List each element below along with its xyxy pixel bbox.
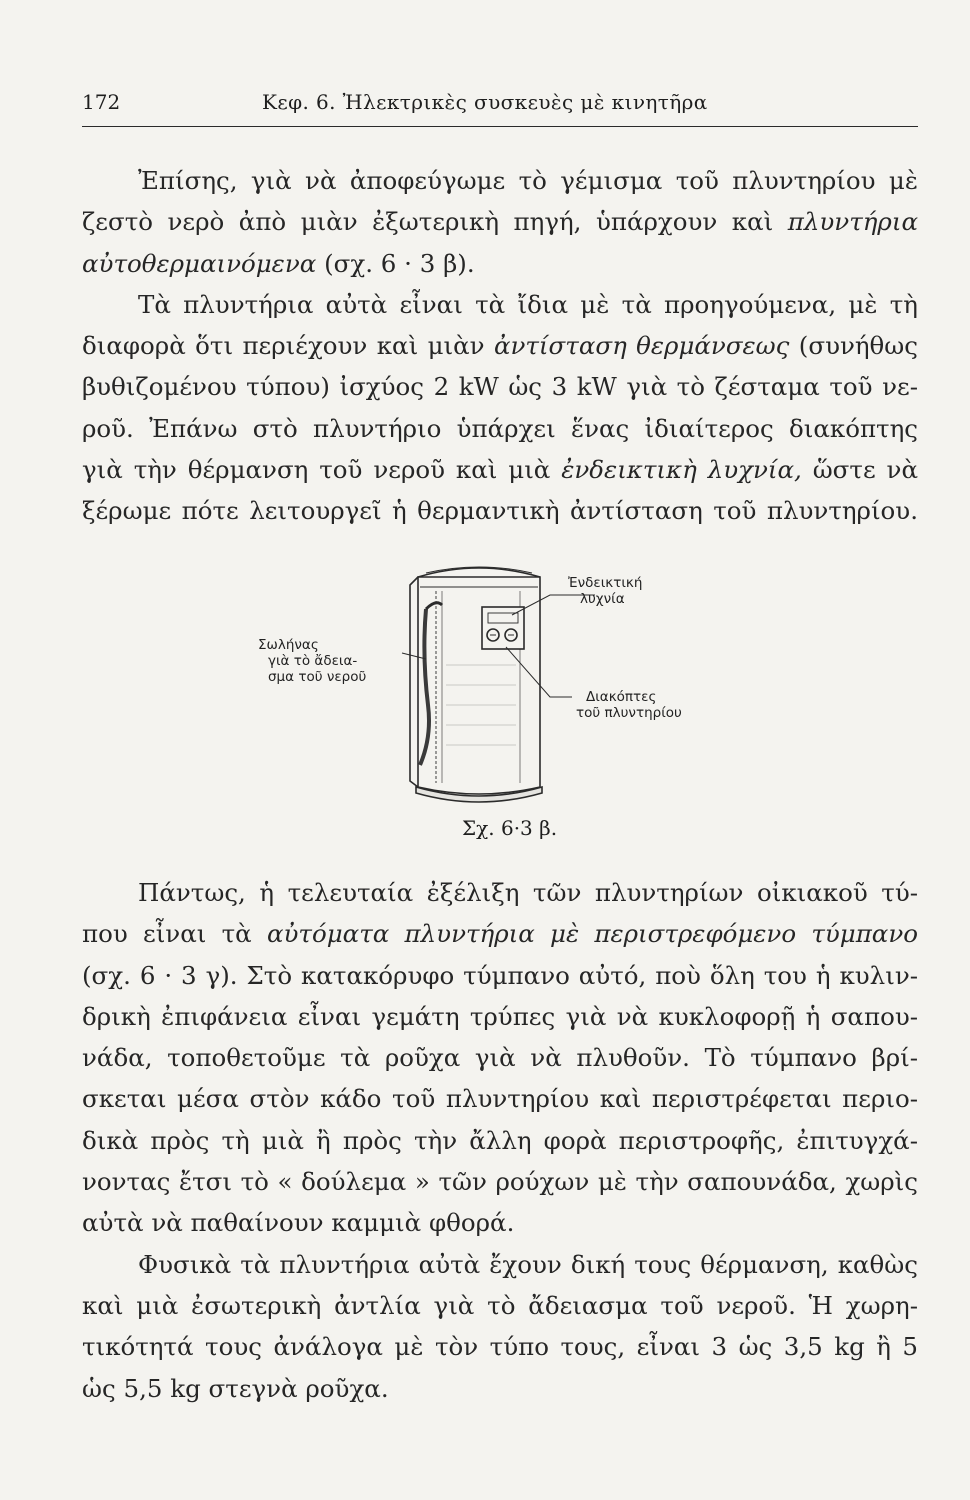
text-line: Τὰ πλυντήρια αὐτὰ εἶναι τὰ ἴδια μὲ τὰ προηγούμενα, μὲ τὴ [138,289,918,319]
text-line: ξέρωμε πότε λειτουργεῖ ἡ θερμαντικὴ ἀντίσταση τοῦ πλυντηρίου. [82,496,918,526]
text-line: Πάντως, ἡ τελευταία ἐξέλιξη τῶν πλυντηρίων οἰκιακοῦ τύ- [138,878,918,907]
text-line: ροῦ. Ἐπάνω στὸ πλυντήριο ὑπάρχει ἕνας ἰδιαίτερος διακόπτης [82,413,918,443]
text-line: (σχ. 6 · 3 γ). Στὸ κατακόρυφο τύμπανο αὐτό, ποὺ ὅλη του ἡ κυλιν- [82,960,918,990]
text-line: καὶ μιὰ ἐσωτερικὴ ἀντλία γιὰ τὸ ἄδειασμα τοῦ νεροῦ. Ἡ χωρη- [82,1290,918,1320]
body-text-bottom [82,872,918,1409]
emphasis-text: αὐτόματα πλυντήρια μὲ περιστρεφόμενο τύμπανο [266,919,918,949]
text-line: ὡς 5,5 kg στεγνὰ ροῦχα. [82,1373,389,1403]
figure-caption: Σχ. 6·3 β. [462,816,558,840]
emphasis-text: πλυντήρια [787,207,918,237]
label-drain-hose: Σωλήνας γιὰ τὸ ἄδεια- σμα τοῦ νεροῦ [258,637,367,685]
page-number: 172 [82,90,121,114]
text-line: Φυσικὰ τὰ πλυντήρια αὐτὰ ἔχουν δική τους θέρμανση, καθὼς [138,1249,918,1279]
emphasis-text: ἀντίσταση θερμάνσεως [493,331,790,361]
text-line: διαφορὰ ὅτι περιέχουν καὶ μιὰν ἀντίσταση θερμάνσεως (συνήθως [82,331,918,361]
text-line: γιὰ τὴν θέρμανση τοῦ νεροῦ καὶ μιὰ ἐνδεικτικὴ λυχνία, ὥστε νὰ [82,455,919,485]
text-line: νοντας ἔτσι τὸ « δούλεμα » τῶν ρούχων μὲ τὴν σαπουνάδα, χωρὶς [82,1167,918,1197]
washing-machine-figure [250,555,730,835]
text-line: τικότητά τους ἀνάλογα μὲ τὸν τύπο τους, εἶναι 3 ὡς 3,5 kg ἢ 5 [82,1332,918,1362]
text-line: βυθιζομένου τύπου) ἰσχύος 2 kW ὡς 3 kW γιὰ τὸ ζέσταμα τοῦ νε- [82,372,918,402]
label-washer-switches: Διακόπτες τοῦ πλυντηρίου [576,689,682,721]
body-text-top [82,160,918,532]
text-line: δικὰ πρὸς τὴ μιὰ ἢ πρὸς τὴν ἄλλη φορὰ περιστροφῆς, ἐπιτυγχά- [82,1125,918,1155]
text-line: αὐτοθερμαινόμενα (σχ. 6 · 3 β). [82,248,475,278]
text-line: που εἶναι τὰ αὐτόματα πλυντήρια μὲ περιστρεφόμενο τύμπανο [82,919,918,949]
emphasis-text: ἐνδεικτικὴ λυχνία, [561,455,802,485]
text-line: αὐτὰ νὰ παθαίνουν καμμιὰ φθορά. [82,1208,515,1238]
label-indicator-lamp: Ἐνδεικτική λυχνία [568,575,643,607]
running-head: Κεφ. 6. Ἠλεκτρικὲς συσκευὲς μὲ κινητῆρα [262,90,708,114]
text-line: δρικὴ ἐπιφάνεια εἶναι γεμάτη τρύπες γιὰ νὰ κυκλοφορῇ ἡ σαπου- [82,1001,918,1031]
text-line: νάδα, τοποθετοῦμε τὰ ροῦχα γιὰ νὰ πλυθοῦν. Τὸ τύμπανο βρί- [82,1043,918,1073]
page-header [82,86,918,127]
text-line: ζεστὸ νερὸ ἀπὸ μιὰν ἐξωτερικὴ πηγή, ὑπάρχουν καὶ πλυντήρια [82,207,918,237]
emphasis-text: αὐτοθερμαινόμενα [82,248,317,278]
text-line: Ἐπίσης, γιὰ νὰ ἀποφεύγωμε τὸ γέμισμα τοῦ πλυντηρίου μὲ [138,166,918,195]
text-line: σκεται μέσα στὸν κάδο τοῦ πλυντηρίου καὶ περιστρέφεται περιο- [82,1084,918,1114]
